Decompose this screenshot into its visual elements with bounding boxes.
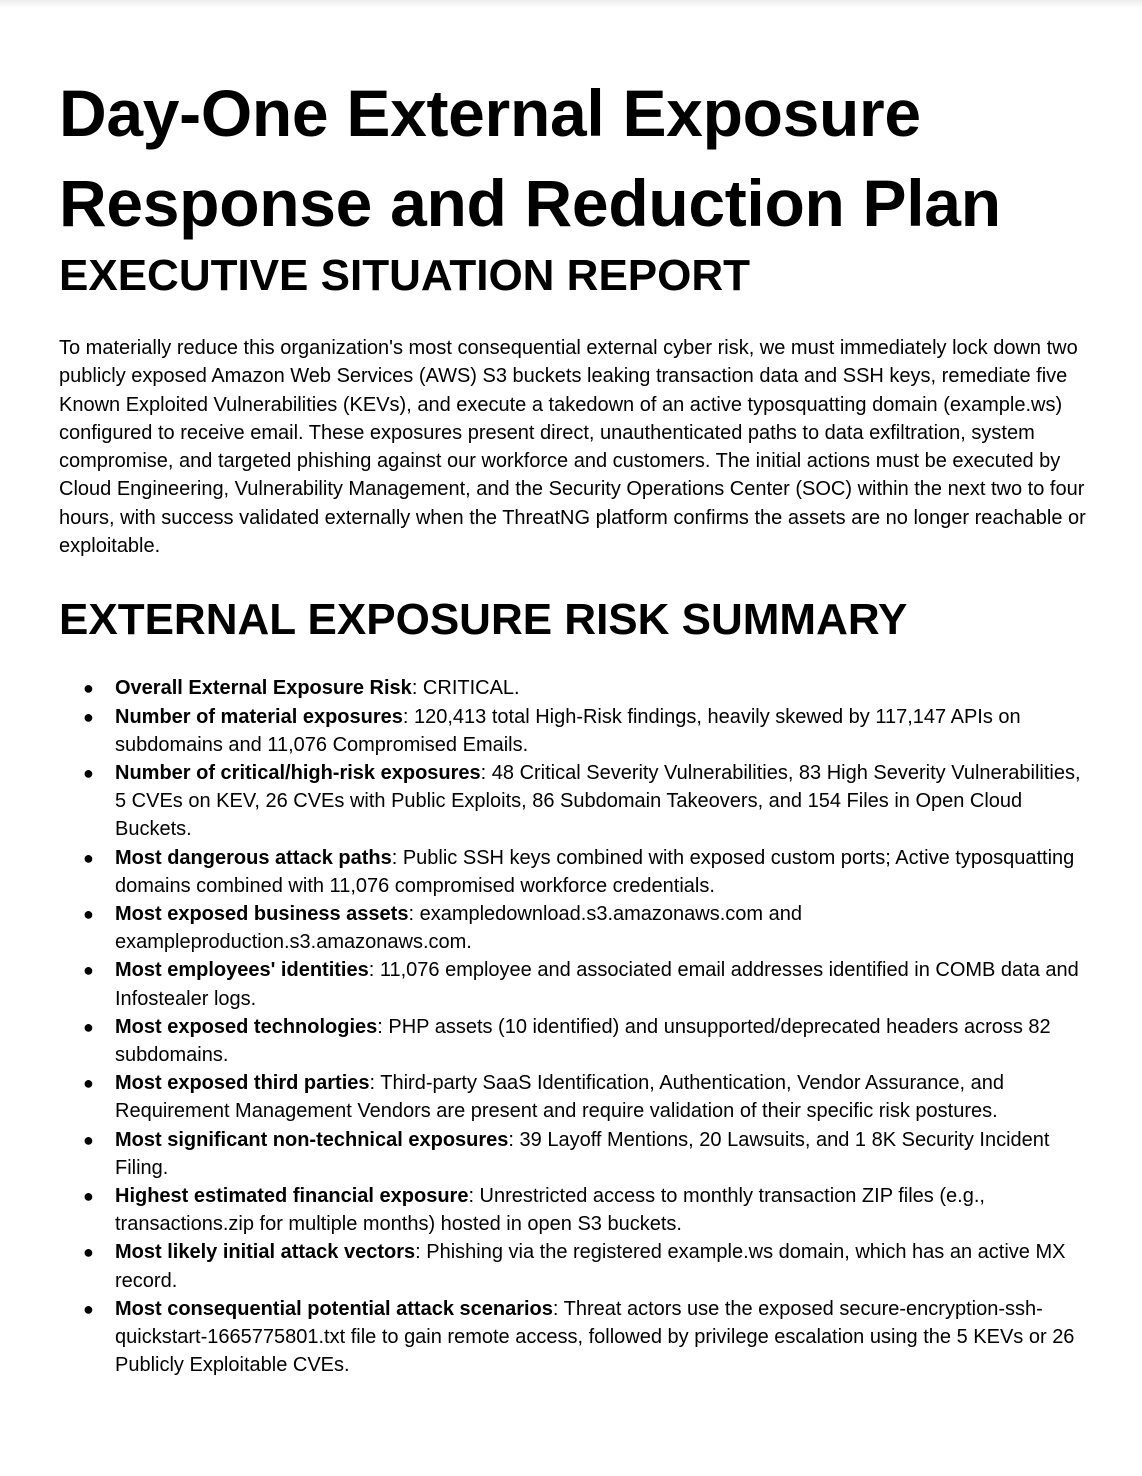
list-item bbox=[83, 759, 1089, 844]
bullet-icon: ● bbox=[83, 1016, 94, 1037]
item-label: Highest estimated financial exposure bbox=[115, 1185, 469, 1208]
bullet-icon: ● bbox=[83, 1242, 94, 1263]
item-label: Most exposed technologies bbox=[115, 1015, 378, 1038]
list-item bbox=[83, 1295, 1089, 1380]
item-text: : exampledownload.s3.amazonaws.com and exampleproduction.s3.amazonaws.com. bbox=[115, 903, 803, 954]
executive-situation-report-heading: EXECUTIVE SITUATION REPORT bbox=[59, 251, 751, 300]
item-label: Most significant non-technical exposures bbox=[115, 1128, 509, 1151]
bullet-icon: ● bbox=[83, 1186, 94, 1207]
item-text: : PHP assets (10 identified) and unsupported/deprecated headers across 82 subdomains. bbox=[115, 1015, 1051, 1067]
list-item bbox=[83, 844, 1089, 900]
item-text: : Unrestricted access to monthly transaction ZIP files (e.g., transactions.zip for multiple months) hosted in open S3 buckets. bbox=[115, 1185, 985, 1236]
item-text: : Threat actors use the exposed secure-encryption-ssh-quickstart-1665775801.txt file to gain remote access, followed by privilege escalation using the 5 KEVs or 26 Publicly Exploitable CVEs. bbox=[115, 1297, 1075, 1377]
bullet-icon: ● bbox=[83, 706, 94, 727]
list-item bbox=[83, 1069, 1089, 1125]
item-text: : 120,413 total High-Risk findings, heavily skewed by 117,147 APIs on subdomains and 11,076 Compromised Emails. bbox=[115, 705, 1021, 756]
item-text: : 11,076 employee and associated email addresses identified in COMB data and Infostealer logs. bbox=[115, 959, 1079, 1010]
item-text: : Public SSH keys combined with exposed custom ports; Active typosquatting domains combined with 11,076 compromised workforce credentials. bbox=[115, 846, 1075, 897]
list-item bbox=[83, 703, 1089, 759]
page-top-shadow bbox=[0, 0, 1142, 8]
list-item bbox=[83, 1013, 1089, 1069]
item-label: Most likely initial attack vectors bbox=[115, 1241, 416, 1264]
list-item bbox=[83, 1126, 1089, 1182]
bullet-icon: ● bbox=[83, 1129, 94, 1150]
item-text: : Phishing via the registered example.ws domain, which has an active MX record. bbox=[115, 1241, 1066, 1292]
item-label: Number of critical/high-risk exposures bbox=[115, 761, 481, 784]
item-label: Most consequential potential attack scenarios bbox=[115, 1297, 553, 1320]
list-item bbox=[83, 1238, 1089, 1294]
document-page bbox=[59, 68, 1089, 1379]
item-label: Most employees' identities bbox=[115, 959, 369, 982]
item-label: Overall External Exposure Risk bbox=[115, 677, 412, 700]
risk-summary-list bbox=[59, 674, 1089, 1379]
risk-summary-heading: EXTERNAL EXPOSURE RISK SUMMARY bbox=[59, 595, 908, 645]
list-item bbox=[83, 1182, 1089, 1238]
list-item bbox=[83, 900, 1089, 956]
list-item bbox=[83, 674, 1089, 702]
bullet-icon: ● bbox=[83, 847, 94, 868]
item-text: : 39 Layoff Mentions, 20 Lawsuits, and 1 8K Security Incident Filing. bbox=[115, 1128, 1050, 1179]
bullet-icon: ● bbox=[83, 678, 94, 699]
item-text: : 48 Critical Severity Vulnerabilities, 83 High Severity Vulnerabilities, 5 CVEs on KEV, 26 CVEs with Public Exploits, 86 Subdomain Takeovers, and 154 Files in Open Cloud Buckets. bbox=[115, 761, 1081, 841]
bullet-icon: ● bbox=[83, 1298, 94, 1319]
item-label: Most dangerous attack paths bbox=[115, 846, 392, 869]
item-text: : Third-party SaaS Identification, Authentication, Vendor Assurance, and Requirement Management Vendors are present and require validation of their specific risk postures. bbox=[115, 1072, 1004, 1123]
item-label: Most exposed business assets bbox=[115, 903, 409, 925]
list-item bbox=[83, 956, 1089, 1012]
bullet-icon: ● bbox=[83, 960, 94, 981]
document-title: Day-One External Exposure Response and Reduction Plan bbox=[59, 76, 1001, 240]
executive-situation-paragraph: To materially reduce this organization's most consequential external cyber risk, we must immediately lock down two publicly exposed Amazon Web Services (AWS) S3 buckets leaking transaction data and SSH keys, remediate five Known Exploited Vulnerabilities (KEVs), and execute a takedown of an active typosquatting domain (example.ws) configured to receive email. These exposures present direct, unauthenticated paths to data exfiltration, system compromise, and targeted phishing against our workforce and customers. The initial actions must be executed by Cloud Engineering, Vulnerability Management, and the Security Operations Center (SOC) within the next two to four hours, with success validated externally when the ThreatNG platform confirms the assets are no longer reachable or exploitable. bbox=[59, 337, 1086, 558]
bullet-icon: ● bbox=[83, 1073, 94, 1094]
item-label: Number of material exposures bbox=[115, 705, 403, 728]
bullet-icon: ● bbox=[83, 762, 94, 783]
bullet-icon: ● bbox=[83, 904, 94, 924]
item-label: Most exposed third parties bbox=[115, 1072, 370, 1095]
item-text: : CRITICAL. bbox=[411, 677, 520, 700]
